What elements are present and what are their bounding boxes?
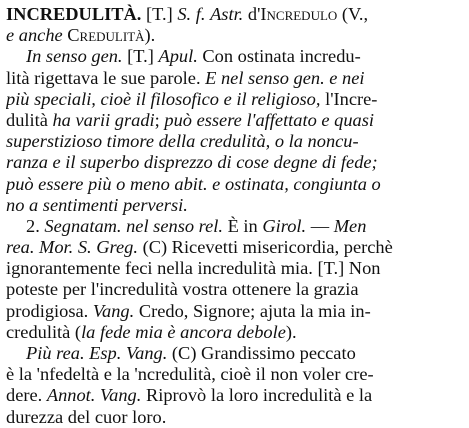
text-line [6,385,463,406]
citation-text: è la 'nfedeltà e la 'ncredulità, cioè il non voler cre- [6,364,374,385]
definition-italic: può essere l'affettato e quasi [164,109,374,130]
definition-italic: ranza e il superbo disprezzo di cose degne di fede; [6,152,378,173]
definition-text: dulità [6,109,53,130]
sense-label: Segnatam. nel senso rel. [44,215,223,236]
entry-heading-line-2 [6,25,463,46]
citation-text: durezza del cuor loro. [6,406,167,427]
text-line [6,174,463,195]
tag: [T.] [122,46,159,67]
source-abbr: Apul. [158,46,198,67]
definition-italic: no a sentimenti perversi. [6,194,188,215]
grammar-label: S. f. [177,4,206,24]
text-line [6,216,463,237]
text-line [6,46,463,67]
citation-text: (C) Grandissimo peccato [167,343,356,363]
text-line [6,131,463,152]
citation-text: lità rigettava le sue parole. [6,67,206,88]
definition-text: ; [154,109,165,130]
sense-label: In senso gen. [26,46,123,67]
text-line [6,301,463,322]
etymology-word-2: Credulità [62,25,145,46]
gloss-italic: la fede mia è ancora debole [81,321,286,342]
text-line [6,89,463,110]
source-abbr: Girol. [262,215,307,236]
text-line [6,152,463,173]
text-line [6,343,463,364]
etymology-ref: (V., [337,4,369,24]
headword: INCREDULITÀ. [6,4,142,24]
definition-italic: ha varii gradi [52,109,155,130]
sense-label: E nel senso gen. e nei [205,67,365,88]
citation-text: prodigiosa. [6,300,93,321]
citation-text: (C) Ricevetti misericordia, perchè [137,237,393,258]
source-abbr: Più rea. Esp. Vang. [26,343,168,363]
source-abbr: rea. Mor. S. Greg. [6,237,138,258]
text-line [6,279,463,300]
citation-text: Credo, Signore; ajuta la mia in- [134,300,371,321]
entry-tag: [T.] [146,4,173,24]
citation-text: Riprovò la loro incredulità e la [141,385,373,406]
text-line [6,258,463,279]
citation-text: dere. [6,385,47,406]
etymology-close: ). [144,25,156,46]
text-line [6,364,463,385]
source-abbr: Annot. Vang. [46,385,142,406]
entry-heading-line [6,4,463,25]
text-line [6,322,463,343]
source-abbr: Vang. [92,300,135,321]
text-line [6,195,463,216]
citation-text: Con ostinata incredu- [197,46,361,67]
etymology-abbr: Astr. [210,4,244,24]
definition-italic: può essere più o meno abit. e ostinata, congiunta o [6,173,381,194]
citation-text: ). [285,321,297,342]
text-line [6,68,463,89]
sense-label: più speciali, cioè il filosofico e il religioso, [6,88,321,109]
citation-text: credulità ( [6,321,82,342]
text-line [6,407,463,428]
text-line [6,237,463,258]
etymology-anche: e anche [6,25,63,46]
etymology-word: Incredulo [260,4,338,24]
dash: — [306,215,334,236]
text-line [6,110,463,131]
definition-italic: superstizioso timore della credulità, o la noncu- [6,131,359,152]
citation-text: È in [223,215,263,236]
sense-number: 2. [26,215,45,236]
etymology-prefix: d' [243,4,261,24]
citation-text: poteste per l'incredulità vostra ottenere la grazia [6,279,359,300]
citation-text: ignorantemente feci nella incredulità mia. [T.] Non [6,258,381,279]
source-abbr: Men [333,215,367,236]
definition-text: l'Incre- [320,88,378,109]
